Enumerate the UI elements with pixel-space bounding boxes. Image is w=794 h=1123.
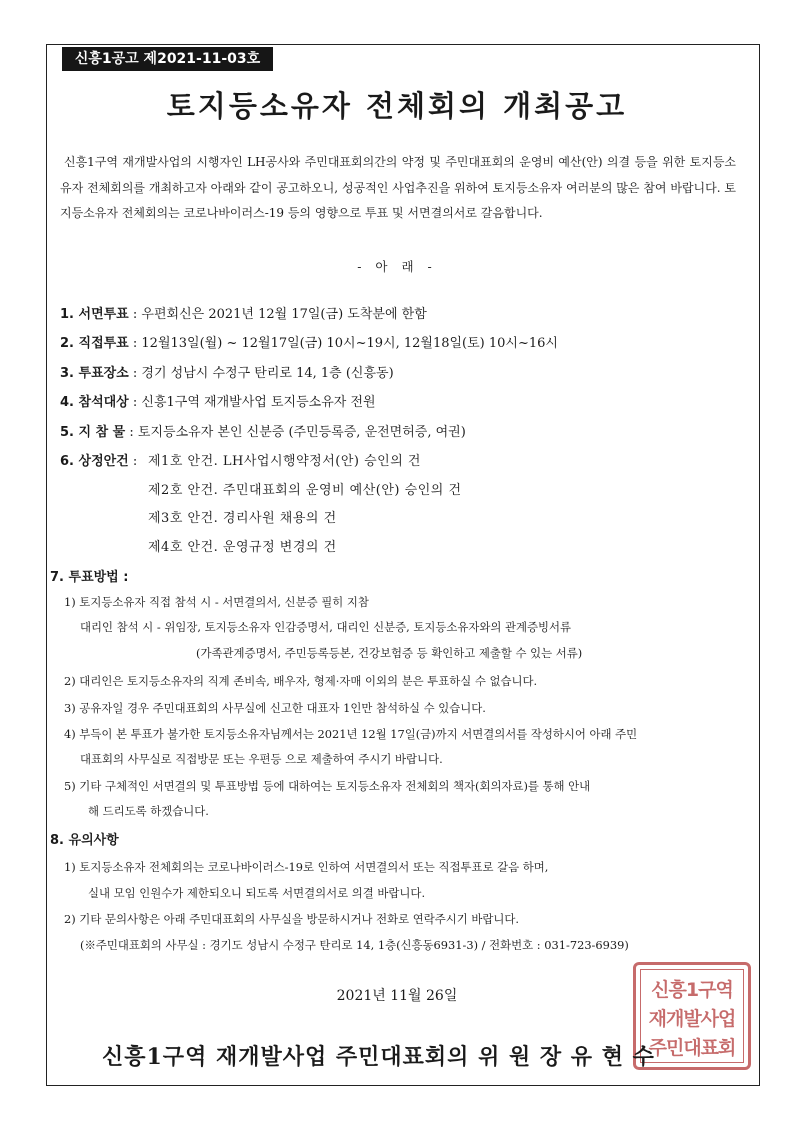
item-label: 5. 지 참 물 xyxy=(60,425,126,440)
item-label: 3. 투표장소 xyxy=(60,366,129,381)
voting-method-line: 대표회의 사무실로 직접방문 또는 우편등 으로 제출하여 주시기 바랍니다. xyxy=(80,752,443,766)
voting-method-line: 3) 공유자일 경우 주민대표회의 사무실에 신고한 대표자 1인만 참석하실 수 있습니다. xyxy=(64,701,486,715)
voting-method-heading: 7. 투표방법 : xyxy=(50,570,129,585)
voting-method-line: 해 드리도록 하겠습니다. xyxy=(88,804,209,818)
item-label: 4. 참석대상 xyxy=(60,395,129,410)
item-value: 토지등소유자 본인 신분증 (주민등록증, 운전면허증, 여권) xyxy=(137,425,466,440)
notes-line: (※주민대표회의 사무실 : 경기도 성남시 수정구 탄리로 14, 1층(신흥동6931-3) / 전화번호 : 031-723-6939) xyxy=(80,938,629,952)
seal-text-line: 재개발사업 xyxy=(648,1008,736,1030)
item-attendees: 4. 참석대상 : 신흥1구역 재개발사업 토지등소유자 전원 xyxy=(60,395,376,410)
agenda-item-1: 제1호 안건. LH사업시행약정서(안) 승인의 건 xyxy=(148,454,421,469)
seal-text-line: 신흥1구역 xyxy=(651,979,733,1001)
item-written-vote: 1. 서면투표 : 우편회신은 2021년 12월 17일(금) 도착분에 한함 xyxy=(60,307,427,322)
notes-heading: 8. 유의사항 xyxy=(50,833,119,848)
below-label: - 아 래 - xyxy=(357,259,437,274)
voting-method-line: 2) 대리인은 토지등소유자의 직계 존비속, 배우자, 형제·자매 이외의 분은 투표하실 수 없습니다. xyxy=(64,674,538,688)
agenda-item-4: 제4호 안건. 운영규정 변경의 건 xyxy=(148,540,337,555)
item-agenda: 6. 상정안건 : xyxy=(60,454,138,469)
notes-line: 1) 토지등소유자 전체회의는 코로나바이러스-19로 인하여 서면결의서 또는 직접투표로 갈음 하며, xyxy=(64,860,549,874)
item-label: 1. 서면투표 xyxy=(60,307,129,322)
document-number-badge: 신흥1공고 제2021-11-03호 xyxy=(62,47,273,71)
item-label: 6. 상정안건 xyxy=(60,454,129,469)
agenda-item-2: 제2호 안건. 주민대표회의 운영비 예산(안) 승인의 건 xyxy=(148,483,462,498)
agenda-item-3: 제3호 안건. 경리사원 채용의 건 xyxy=(148,511,337,526)
notes-line: 실내 모임 인원수가 제한되오니 되도록 서면결의서로 의결 바랍니다. xyxy=(88,886,426,900)
issue-date: 2021년 11월 26일 xyxy=(336,988,458,1004)
voting-method-line: 5) 기타 구체적인 서면결의 및 투표방법 등에 대하여는 토지등소유자 전체회의 책자(회의자료)를 통해 안내 xyxy=(64,779,591,793)
voting-method-line: 대리인 참석 시 - 위임장, 토지등소유자 인감증명서, 대리인 신분증, 토지등소유자와의 관계증빙서류 xyxy=(80,620,572,634)
item-value: 12월13일(월) ~ 12월17일(금) 10시~19시, 12월18일(토) 10시~16시 xyxy=(141,336,558,351)
item-value: 우편회신은 2021년 12월 17일(금) 도착분에 한함 xyxy=(141,307,427,322)
item-vote-location: 3. 투표장소 : 경기 성남시 수정구 탄리로 14, 1층 (신흥동) xyxy=(60,366,394,381)
item-direct-vote: 2. 직접투표 : 12월13일(월) ~ 12월17일(금) 10시~19시, 12월18일(토) 10시~16시 xyxy=(60,336,558,351)
seal-text-line: 주민대표회 xyxy=(648,1037,736,1059)
item-value: 신흥1구역 재개발사업 토지등소유자 전원 xyxy=(141,395,376,410)
intro-paragraph: 신흥1구역 재개발사업의 시행자인 LH공사와 주민대표회의간의 약정 및 주민대표회의 운영비 예산(안) 의결 등을 위한 토지등소유자 전체회의를 개최하고자 아래와 같이 공고하오니, 성공적인 사업추진을 위하여 토지등소유자 여러분의 많은 참여 바랍니다. 토지등소유자 전체회의는 코로나바이러스-19 등의 영향으로 투표 및 서면결의서로 갈음합니다. xyxy=(60,155,736,220)
voting-method-line: (가족관계증명서, 주민등록등본, 건강보험증 등 확인하고 제출할 수 있는 서류) xyxy=(196,646,583,660)
signature-line: 신흥1구역 재개발사업 주민대표회의 위 원 장 유 현 수 xyxy=(102,1044,655,1070)
page-title: 토지등소유자 전체회의 개최공고 xyxy=(166,89,628,123)
voting-method-line: 1) 토지등소유자 직접 참석 시 - 서면결의서, 신분증 필히 지참 xyxy=(64,595,369,609)
voting-method-line: 4) 부득이 본 투표가 불가한 토지등소유자님께서는 2021년 12월 17일(금)까지 서면결의서를 작성하시어 아래 주민 xyxy=(64,727,638,741)
notes-line: 2) 기타 문의사항은 아래 주민대표회의 사무실을 방문하시거나 전화로 연락주시기 바랍니다. xyxy=(64,912,520,926)
item-value: 경기 성남시 수정구 탄리로 14, 1층 (신흥동) xyxy=(141,366,394,381)
item-required-items: 5. 지 참 물 : 토지등소유자 본인 신분증 (주민등록증, 운전면허증, 여권) xyxy=(60,425,466,440)
item-label: 2. 직접투표 xyxy=(60,336,129,351)
